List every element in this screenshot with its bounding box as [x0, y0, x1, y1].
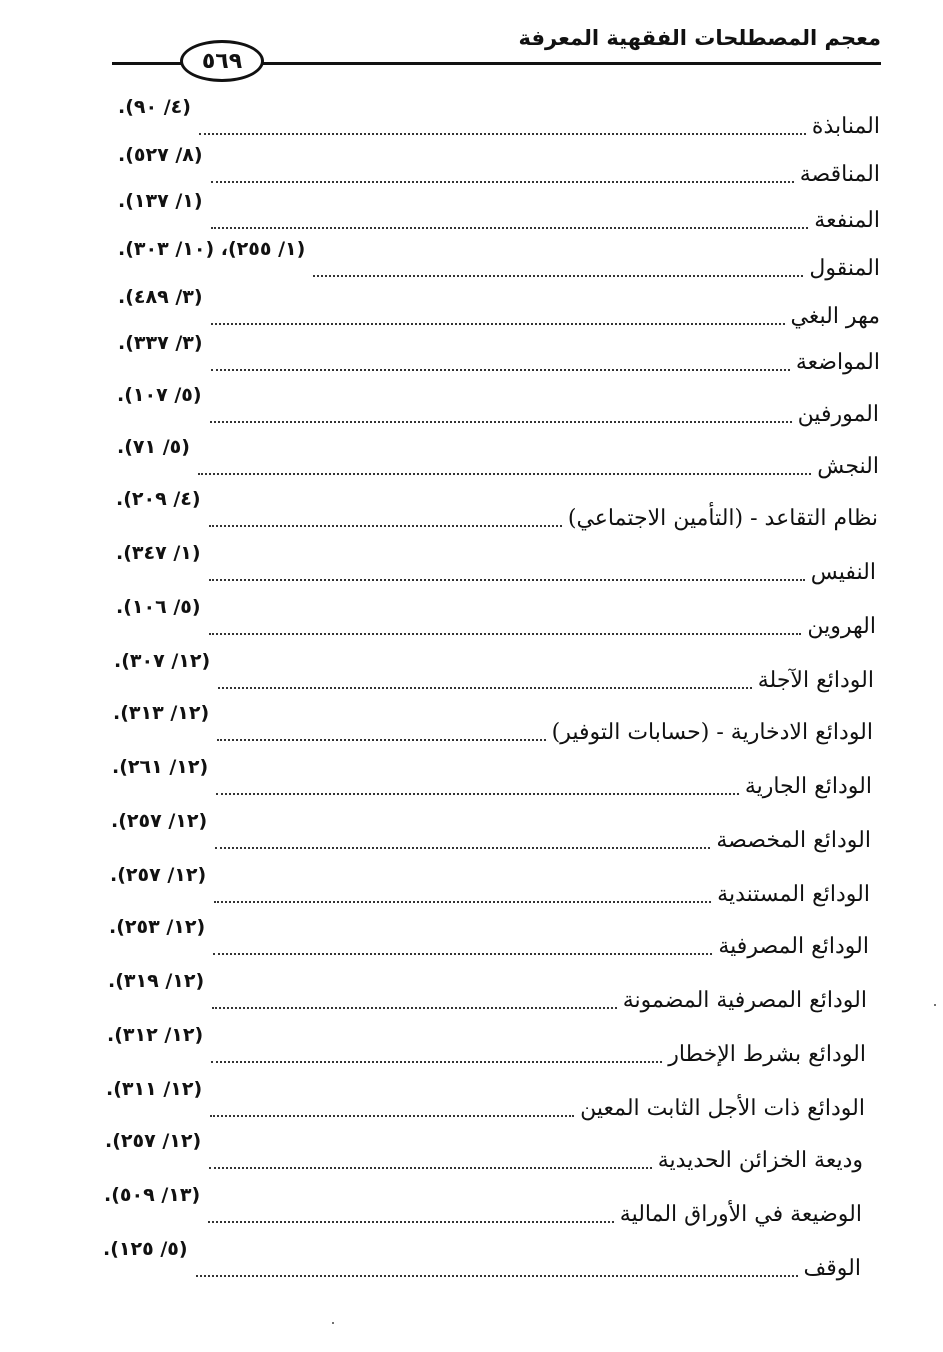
entry-term: النفيس — [810, 560, 876, 585]
index-entry — [118, 286, 880, 334]
dot-leader — [211, 369, 790, 371]
dot-leader — [198, 473, 811, 475]
dot-leader — [208, 1221, 614, 1223]
entry-reference: (١٢/ ٣١٢). — [107, 1024, 204, 1046]
dot-leader — [209, 525, 562, 527]
entry-reference: (١٢/ ٣١٣). — [113, 702, 210, 724]
index-entry — [118, 96, 880, 144]
dot-leader — [215, 847, 710, 849]
entry-term: الودائع الجارية — [744, 774, 872, 799]
index-entry — [108, 970, 867, 1018]
entry-reference: (١٢/ ٢٦١). — [112, 756, 209, 778]
entry-reference: (٥/ ١٠٧). — [117, 384, 202, 406]
entry-term: الودائع بشرط الإخطار — [668, 1042, 866, 1067]
entry-reference: (١٢/ ٣١٩). — [108, 970, 205, 992]
entry-term: الهروين — [807, 614, 876, 639]
index-entry — [112, 756, 872, 804]
entry-term: النجش — [817, 454, 879, 479]
entry-reference: (٣/ ٣٣٧). — [118, 332, 203, 354]
dot-leader — [210, 421, 792, 423]
entry-term: المورفين — [797, 402, 879, 427]
entry-term: الودائع الآجلة — [757, 668, 874, 693]
entry-term: الودائع المصرفية المضمونة — [622, 988, 867, 1013]
entry-reference: (٨/ ٥٢٧). — [118, 144, 203, 166]
entry-reference: (١/ ٣٤٧). — [116, 542, 201, 564]
index-entry — [117, 436, 879, 484]
dot-leader — [216, 793, 739, 795]
entry-reference: (٤/ ٩٠). — [118, 96, 191, 118]
entry-term: المناقصة — [799, 162, 880, 187]
index-entry — [114, 650, 874, 698]
entry-reference: (١٢/ ٢٥٧). — [105, 1130, 202, 1152]
dot-leader — [218, 687, 752, 689]
dot-leader — [211, 323, 785, 325]
entry-term: المواضعة — [795, 350, 880, 375]
entry-reference: (١/ ٢٥٥)، (١٠/ ٣٠٣). — [118, 238, 306, 260]
index-entry — [118, 144, 880, 192]
dot-leader — [313, 275, 803, 277]
page-number: ٥٦٩ — [180, 40, 264, 82]
entry-term: المنابذة — [811, 114, 880, 139]
entry-reference: (١/ ١٣٧). — [118, 190, 203, 212]
index-entry — [116, 596, 876, 644]
index-entry — [118, 238, 880, 286]
index-entry — [107, 1024, 866, 1072]
entry-term: الودائع المستندية — [717, 882, 870, 907]
entry-term: مهر البغي — [790, 304, 880, 329]
entry-term: الودائع المصرفية — [718, 934, 869, 959]
index-entry — [116, 542, 876, 590]
entry-term: المنفعة — [814, 208, 880, 233]
dot-leader — [213, 953, 712, 955]
entry-reference: (١٢/ ٢٥٧). — [110, 864, 207, 886]
entry-term: الوقف — [803, 1256, 861, 1281]
dot-leader — [211, 1061, 662, 1063]
index-entry — [110, 864, 870, 912]
running-title: معجم المصطلحات الفقهية المعرفة — [518, 26, 881, 50]
entry-reference: (١٢/ ٢٥٣). — [109, 916, 206, 938]
entry-reference: (٣/ ٤٨٩). — [118, 286, 203, 308]
dot-leader — [209, 633, 802, 635]
entry-term: الوضيعة في الأوراق المالية — [619, 1202, 862, 1227]
index-entry — [117, 384, 879, 432]
entry-term: وديعة الخزائن الحديدية — [657, 1148, 863, 1173]
entry-reference: (١٢/ ٣٠٧). — [114, 650, 211, 672]
dot-leader — [217, 739, 545, 741]
entry-term: المنقول — [809, 256, 880, 281]
entry-reference: (٥/ ١٢٥). — [103, 1238, 188, 1260]
index-entry — [104, 1184, 862, 1232]
entry-term: الودائع المخصصة — [716, 828, 871, 853]
dot-leader — [212, 1007, 617, 1009]
index-entry — [105, 1130, 863, 1178]
entry-term: الودائع ذات الأجل الثابت المعين — [580, 1096, 865, 1121]
entry-term: الودائع الادخارية - (حسابات التوفير) — [551, 720, 873, 745]
index-entry — [113, 702, 873, 750]
index-entry — [116, 488, 878, 536]
scan-speck — [332, 1322, 334, 1324]
entry-term: نظام التقاعد - (التأمين الاجتماعي) — [567, 506, 878, 531]
entry-reference: (١٢/ ٣١١). — [106, 1078, 203, 1100]
entry-reference: (٥/ ١٠٦). — [116, 596, 201, 618]
entry-reference: (١٢/ ٢٥٧). — [111, 810, 208, 832]
dot-leader — [209, 1167, 652, 1169]
entry-reference: (٥/ ٧١). — [117, 436, 190, 458]
dot-leader — [211, 227, 809, 229]
dot-leader — [211, 181, 794, 183]
index-entry — [109, 916, 869, 964]
dot-leader — [209, 579, 805, 581]
entry-reference: (١٣/ ٥٠٩). — [104, 1184, 201, 1206]
dot-leader — [210, 1115, 574, 1117]
scan-speck — [934, 1004, 936, 1006]
dot-leader — [196, 1275, 798, 1277]
index-entry — [103, 1238, 861, 1286]
entry-reference: (٤/ ٢٠٩). — [116, 488, 201, 510]
index-entry — [106, 1078, 865, 1126]
dot-leader — [199, 133, 806, 135]
index-entry — [111, 810, 871, 858]
dot-leader — [214, 901, 711, 903]
index-entry — [118, 332, 880, 380]
